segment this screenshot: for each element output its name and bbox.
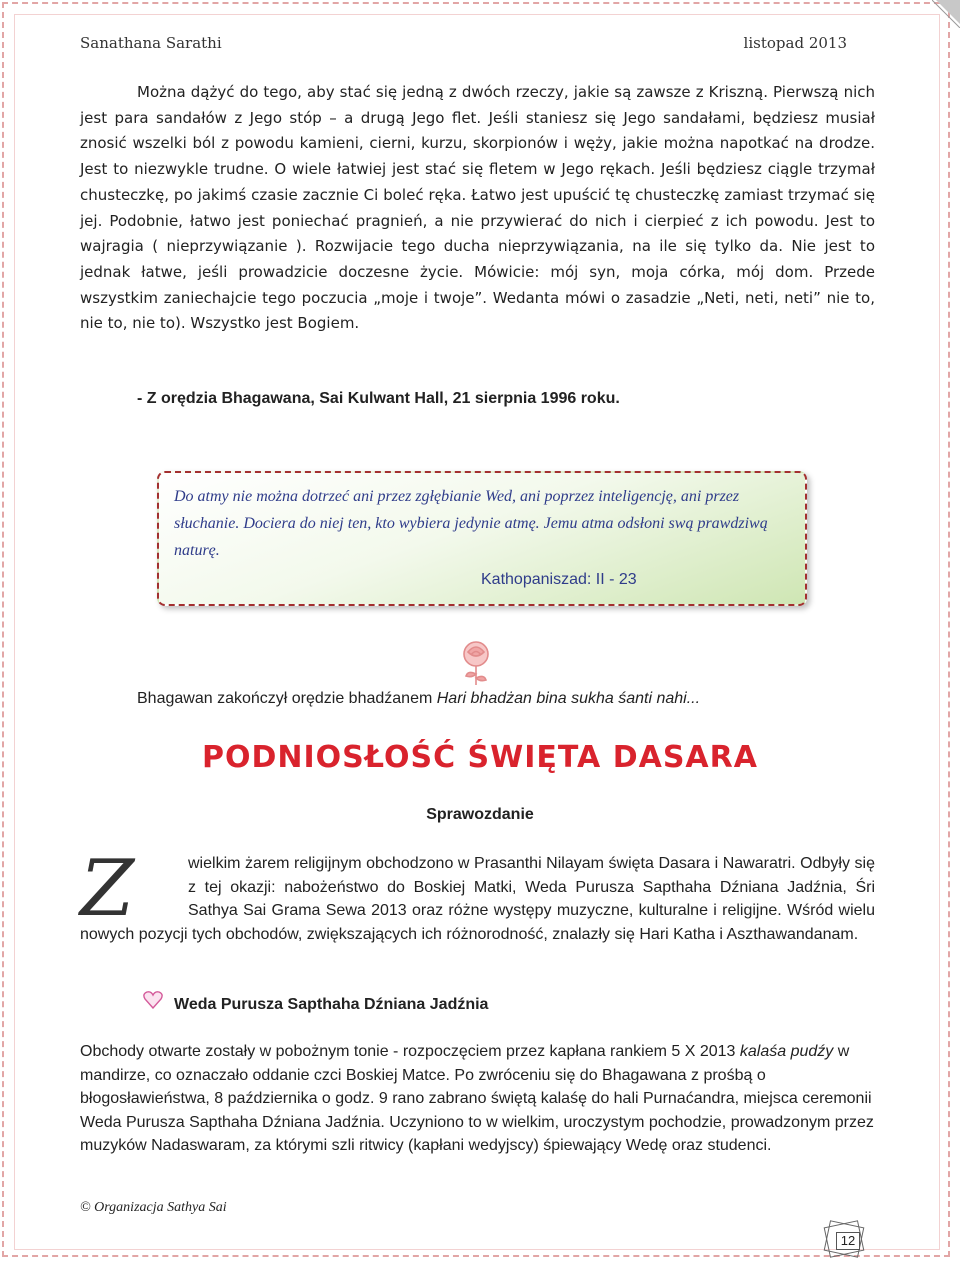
quote-reference: Kathopaniszad: II - 23 xyxy=(481,571,637,588)
article-title: PODNIOSŁOŚĆ ŚWIĘTA DASARA xyxy=(202,740,758,775)
closing-text: Bhagawan zakończył orędzie bhadźanem xyxy=(137,690,437,707)
drop-cap: Z xyxy=(80,844,135,934)
ceremony-term: kalaśa pudźy xyxy=(739,1043,834,1060)
quote-text: Do atmy nie można dotrzeć ani przez zgłębianie Wed, ani poprzez inteligencję, ani przez słuchanie. Dociera do niej ten, kto wybiera jedynie atmę. Jemu atma odsłoni swą prawdziwą naturę. xyxy=(174,488,768,559)
ceremony-text-1: Obchody otwarte zostały w pobożnym tonie - rozpoczęciem przez kapłana rankiem 5 X 2013 xyxy=(80,1043,740,1060)
page-corner-icon xyxy=(932,0,960,28)
discourse-source: - Z orędzia Bhagawana, Sai Kulwant Hall, 21 sierpnia 1996 roku. xyxy=(137,390,620,407)
paragraph-krishna: Można dążyć do tego, aby stać się jedną z dwóch rzeczy, jakie są zawsze z Kriszną. Pierwszą nich jest para sandałów z Jego stóp – a drugą Jego flet. Jeśli staniesz się Jego sandałami, będziesz musiał znosić wszelki ból z powodu kamieni, cierni, kurzu, skorpionów i węży, jakie można napotkać na drodze. Jest to niezwykle trudne. O wiele łatwiej jest stać się fletem w Jego rękach. Jeśli będziesz ciągle trzymał chusteczkę, po jakimś czasie zacznie Ci boleć ręka. Łatwo jest upuścić tę chusteczkę zamiast trzymać się jej. Podobnie, łatwo jest poniechać pragnień, a nie przywierać do nich i cierpieć z ich powodu. Jest to wajragia ( nieprzywiązanie ). Rozwijacie tego ducha nieprzywiązania, na ile się tylko da. Nie jest to jednak łatwe, jeśli prowadzicie doczesne życie. Mówicie: mój syn, moja córka, mój dom. Przede wszystkim zaniechajcie tego poczucia „moje i twoje”. Wedanta mówi o zasadzie „Neti, neti, neti” nie to, nie to, nie to). Wszystko jest Bogiem. xyxy=(80,83,875,333)
bhajan-title: Hari bhadżan bina sukha śanti nahi... xyxy=(436,690,701,707)
paragraph-ceremony xyxy=(80,1040,875,1158)
header-date: listopad 2013 xyxy=(743,34,847,52)
quote-box xyxy=(157,471,807,606)
closing-line xyxy=(137,688,700,710)
ceremony-text-2: w mandirze, co oznaczało oddanie czci Boskiej Matce. Po zwróceniu się do Bhagawana z prośbą o błogosławieństwa, 8 października o godz. 9 rano zabrano świętą kalaśę do hali Purnaćandra, miejsca ceremonii Weda Purusza Sapthaha Dźniana Jadźnia. Uczyniono to w wielkim, uroczystym pochodzie, prowadzonym przez muzyków Nadaswaram, za którymi szli ritwicy (kapłani wedyjscy) śpiewający Wedę oraz studenci. xyxy=(80,1043,874,1154)
page-number: 12 xyxy=(836,1232,860,1250)
footer-copyright: © Organizacja Sathya Sai xyxy=(80,1200,227,1215)
header-publication: Sanathana Sarathi xyxy=(80,34,222,52)
section-heading: Weda Purusza Sapthaha Dźniana Jadźnia xyxy=(174,996,489,1013)
paragraph-dasara xyxy=(80,844,875,946)
heart-icon xyxy=(143,991,163,1009)
paragraph-dasara-text: wielkim żarem religijnym obchodzono w Prasanthi Nilayam święta Dasara i Nawaratri. Odbyły się z tej okazji: nabożeństwo do Boskiej Matki, Weda Purusza Sapthaha Dźniana Jadźnia, Śri Sathya Sai Grama Sewa 2013 oraz różne występy muzyczne, kulturalne i religijne. Wśród wielu nowych pozycji tych obchodów, zwiększających ich różnorodność, znalazły się Hari Katha i Aszthawandanam. xyxy=(80,855,875,943)
rose-icon xyxy=(458,640,494,686)
article-subtitle: Sprawozdanie xyxy=(426,806,534,823)
